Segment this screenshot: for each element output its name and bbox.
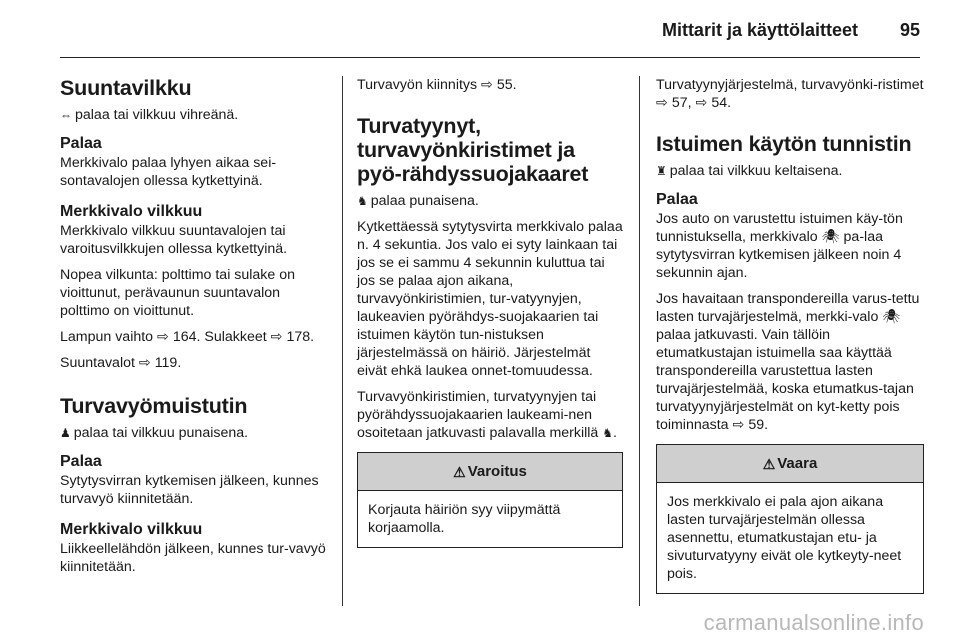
suuntavalot-link[interactable]: Suuntavalot ⇨ 119. xyxy=(60,355,182,371)
heading-palaa-2: Palaa xyxy=(60,453,102,470)
turvavyon-link[interactable]: Turvavyön kiinnitys ⇨ 55. xyxy=(357,77,517,93)
heading-istuimen-kayton-tunnistin: Istuimen käytön tunnistin xyxy=(656,132,912,156)
watermark: carmanualsonline.info xyxy=(703,610,924,635)
seatbelt-intro: ♟ palaa tai vilkkuu punaisena. xyxy=(60,425,249,441)
warning-box-title: Varoitus xyxy=(467,462,527,480)
airbag-icon: ♞ xyxy=(357,194,368,208)
airbag-paragraph-1: Kytkettäessä sytytysvirta merkkivalo palaa n. 4 sekuntia. Jos valo ei syty lainkaan tai jos se ei sammu 4 sekunnin kuluttua tai jos se palaa ajon aikana, turvavyönkiristimien, tur-vatyynyjen, laukeavien pyörähdys-suojakaarien tai istuimen käytön tun-nistuksen järjestelmässä on häiriö. Järjestelmät eivät ehkä laukea onnet-tomuudessa. xyxy=(357,219,623,379)
warning-triangle-icon: ⚠ xyxy=(453,463,466,480)
vilkkuu-text: Merkkivalo vilkkuu suuntavalojen tai varoitusvilkkujen ollessa kytkettyinä. xyxy=(60,223,288,257)
danger-box-header xyxy=(657,445,923,483)
heading-turvatyynyt: Turvatyynyt, turvavyönkiristimet ja pyö-rähdyssuojakaaret xyxy=(357,114,589,186)
airbag-icon: ♞ xyxy=(602,426,614,440)
arrow-left-right-icon: ⇔ xyxy=(60,108,72,122)
warning-box xyxy=(357,452,623,548)
column-2 xyxy=(357,76,623,548)
palaa-2-text: Sytytysvirran kytkemisen jälkeen, kunnes turvavyö kiinnitetään. xyxy=(60,473,319,507)
column-divider-1 xyxy=(342,76,343,606)
seat-occupancy-icon: ♜ xyxy=(656,164,667,178)
heading-merkkivalo-vilkkuu-2: Merkkivalo vilkkuu xyxy=(60,521,203,538)
warning-box-header xyxy=(358,453,622,491)
turvatyyny-link[interactable]: Turvatyynyjärjestelmä, turvavyönki-ristimet ⇨ 57, ⇨ 54. xyxy=(656,77,924,111)
column-divider-2 xyxy=(639,76,640,606)
heading-palaa-3: Palaa xyxy=(656,191,698,208)
lampun-link[interactable]: Lampun vaihto ⇨ 164. Sulakkeet ⇨ 178. xyxy=(60,329,315,345)
heading-suuntavilkku: Suuntavilkku xyxy=(60,76,192,100)
column-1 xyxy=(60,76,328,584)
seatbelt-person-icon: ♟ xyxy=(60,426,71,440)
page-number: 95 xyxy=(899,20,920,40)
airbag-paragraph-2: Turvavyönkiristimien, turvatyynyjen tai pyörähdyssuojakaarien laukeami-nen osoitetaan jatkuvasti palavalla merkillä ♞. xyxy=(357,389,617,441)
warning-triangle-icon: ⚠ xyxy=(762,455,776,472)
airbag-intro: ♞ palaa punaisena. xyxy=(357,193,479,209)
heading-merkkivalo-vilkkuu: Merkkivalo vilkkuu xyxy=(60,203,203,220)
warning-box-body xyxy=(358,491,622,547)
turn-intro: ⇔ palaa tai vilkkuu vihreänä. xyxy=(60,107,239,123)
page-header-title: Mittarit ja käyttölaitteet xyxy=(661,20,858,40)
vilkkuu-2-text: Liikkeellelähdön jälkeen, kunnes tur-vavyö kiinnitetään. xyxy=(60,541,326,575)
page-header xyxy=(60,18,920,58)
warning-box-text: Korjauta häiriön syy viipymättä korjaamolla. xyxy=(368,502,561,536)
seat-intro: ♜ palaa tai vilkkuu keltaisena. xyxy=(656,163,843,179)
heading-palaa: Palaa xyxy=(60,135,102,152)
danger-box-text: Jos merkkivalo ei pala ajon aikana lasten turvajärjestelmän ollessa asennettu, etumatkustajan etu- ja sivuturvatyyny eivät ole kytkeyty-neet pois. xyxy=(667,494,902,582)
palaa-text: Merkkivalo palaa lyhyen aikaa sei-sontavalojen ollessa kytkettyinä. xyxy=(60,155,277,189)
danger-box-title: Vaara xyxy=(777,454,818,472)
danger-box xyxy=(656,444,924,594)
danger-box-body xyxy=(657,483,923,593)
seat-paragraph-2: Jos havaitaan transpondereilla varus-tettu lasten turvajärjestelmä, merkki-valo 🕷 palaa jatkuvasti. Vain tällöin etumatkustajan istuimella saa käyttää transpondereilla varustettua lasten turvajärjestelmää, koska etumatkus-tajan turvatyynyjärjestelmät on kyt-ketty pois toiminnasta ⇨ 59. xyxy=(656,291,920,433)
heading-turvavyomuistutin: Turvavyömuistutin xyxy=(60,394,248,418)
column-3 xyxy=(656,76,924,594)
nopea-text: Nopea vilkunta: polttimo tai sulake on vioittunut, perävaunun suuntavalon polttimo on vioittunut. xyxy=(60,267,296,319)
seat-paragraph-1: Jos auto on varustettu istuimen käy-tön tunnistuksella, merkkivalo 🕷 pa-laa sytytysvirran kytkemisen jälkeen noin 4 sekunnin ajan. xyxy=(656,211,903,281)
